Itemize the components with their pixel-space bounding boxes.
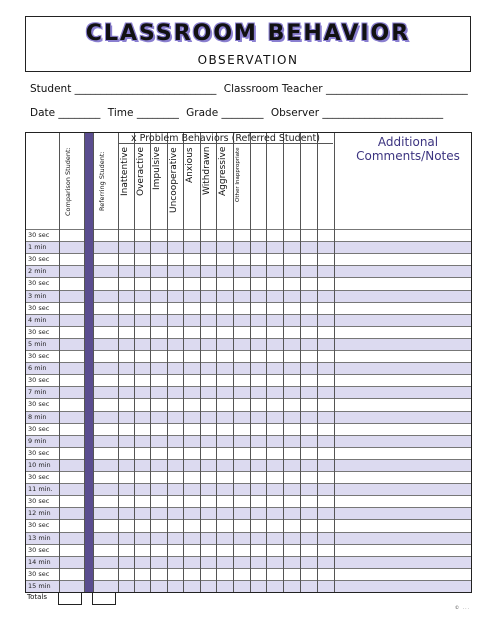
time-label: 12 min <box>28 509 51 518</box>
time-label: 4 min <box>28 315 47 324</box>
behavior-header: Overactive <box>136 147 146 197</box>
observation-grid <box>25 132 472 593</box>
time-label: 30 sec <box>28 545 50 554</box>
time-label: 3 min <box>28 291 47 300</box>
behavior-header: Uncooperative <box>169 147 179 213</box>
time-label: 30 sec <box>28 352 50 360</box>
time-label: 10 min <box>28 460 51 469</box>
time-label: 30 sec <box>28 376 50 385</box>
column-divider <box>216 133 217 592</box>
observer-field[interactable]: Observer _______________________ <box>270 107 444 119</box>
column-divider <box>167 133 168 592</box>
date-time-line <box>30 107 443 119</box>
time-label: 15 min <box>28 581 51 590</box>
comparison-student-header: Comparison Student: <box>64 147 72 216</box>
time-label: 6 min <box>28 364 47 373</box>
time-label: 2 min <box>28 267 47 276</box>
problem-behaviors-header: x Problem Behaviors (Referred Student) <box>118 133 333 144</box>
time-label: 14 min <box>28 557 51 566</box>
column-divider <box>118 133 119 592</box>
teacher-field[interactable]: Classroom Teacher ___________________________ <box>223 83 468 95</box>
comparison-total-box[interactable] <box>58 592 82 605</box>
column-divider <box>233 133 234 592</box>
student-teacher-line <box>30 83 468 95</box>
time-label: 8 min <box>28 412 47 421</box>
column-divider <box>250 133 251 592</box>
column-divider <box>317 133 318 592</box>
column-divider <box>200 133 201 592</box>
time-label: 13 min <box>28 533 51 542</box>
time-label: 30 sec <box>28 255 50 264</box>
referring-total-box[interactable] <box>92 592 116 605</box>
column-divider <box>134 133 135 592</box>
time-label: 30 sec <box>28 473 50 481</box>
page-subtitle: OBSERVATION <box>197 53 299 67</box>
column-divider <box>183 133 184 592</box>
time-label: 30 sec <box>28 279 50 288</box>
time-label: 5 min <box>28 339 47 348</box>
column-divider <box>300 133 301 592</box>
time-label: 30 sec <box>28 231 50 239</box>
time-label: 30 sec <box>28 303 50 312</box>
column-divider <box>334 133 335 592</box>
totals-label: Totals <box>27 593 47 601</box>
behavior-header: Anxious <box>185 147 195 183</box>
title-box <box>25 16 471 72</box>
time-label: 30 sec <box>28 327 50 336</box>
behavior-header: Impulsive <box>152 147 162 191</box>
separator-column <box>84 133 93 592</box>
footer-mark: © ... <box>454 606 470 611</box>
column-divider <box>59 133 60 592</box>
column-divider <box>84 133 85 592</box>
column-divider <box>283 133 284 592</box>
time-label: 30 sec <box>28 521 50 530</box>
column-divider <box>93 133 94 592</box>
behavior-header: Other Inappropriate <box>235 147 241 202</box>
page-title: CLASSROOM BEHAVIOR <box>85 21 411 46</box>
time-label: 30 sec <box>28 424 50 433</box>
behavior-header: Inattentive <box>120 147 130 197</box>
time-label: 11 min. <box>28 485 53 494</box>
time-field[interactable]: Time ________ <box>107 107 179 119</box>
column-divider <box>150 133 151 592</box>
time-label: 1 min <box>28 243 47 252</box>
time-label: 30 sec <box>28 448 50 457</box>
behavior-header: Aggressive <box>218 147 228 197</box>
time-label: 30 sec <box>28 569 50 578</box>
time-label: 30 sec <box>28 400 50 409</box>
date-field[interactable]: Date ________ <box>30 107 101 119</box>
behavior-header: Withdrawn <box>202 147 212 196</box>
time-label: 9 min <box>28 436 47 445</box>
additional-comments-header: Additional Comments/Notes <box>356 135 460 163</box>
column-divider <box>266 133 267 592</box>
time-label: 7 min <box>28 388 47 397</box>
referring-student-header: Referring Student: <box>98 151 106 211</box>
time-label: 30 sec <box>28 497 50 506</box>
student-field[interactable]: Student ___________________________ <box>30 83 217 95</box>
grade-field[interactable]: Grade ________ <box>186 107 264 119</box>
